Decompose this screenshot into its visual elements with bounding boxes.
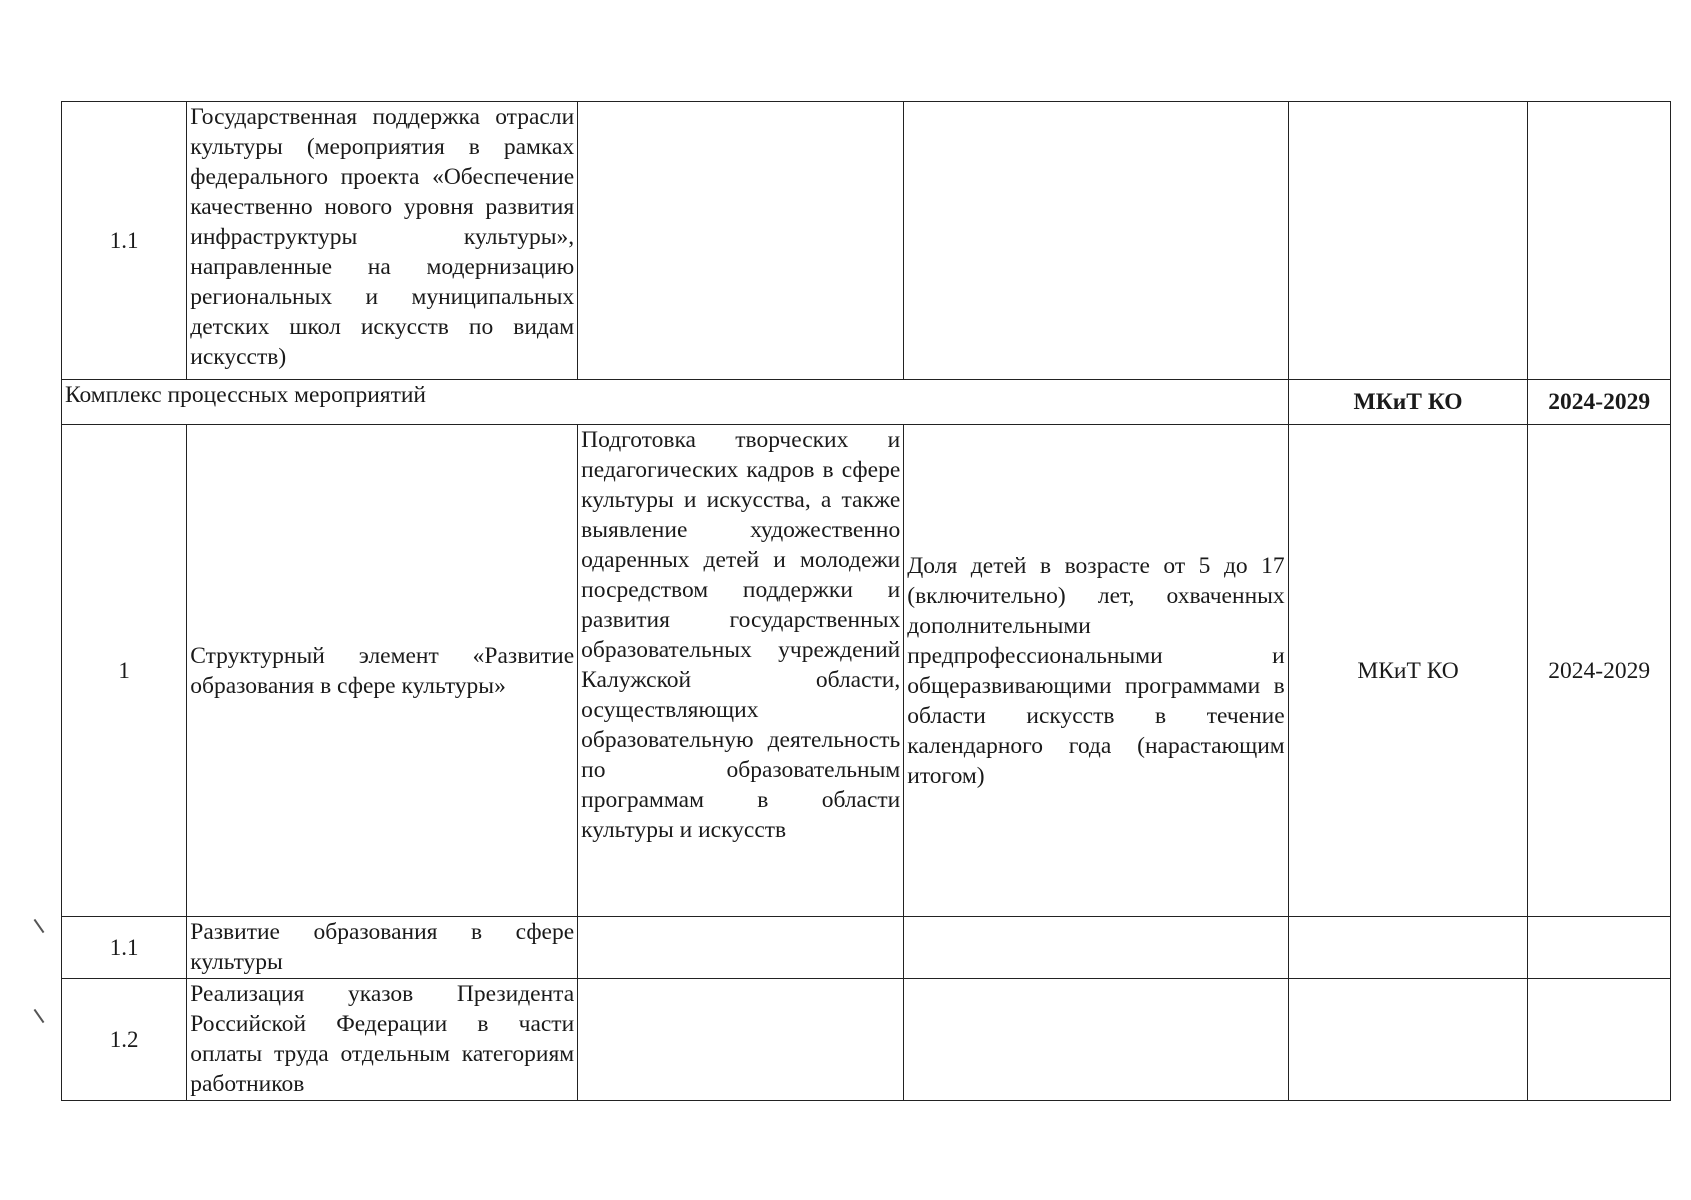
- section-row: [62, 380, 1671, 425]
- indicator-cell: [904, 979, 1288, 1101]
- activity-name: Реализация указов Президента Российской Федерации в части оплаты труда отдельным категориям работников: [187, 979, 578, 1101]
- row-number: 1.1: [62, 102, 187, 380]
- table-row: [62, 917, 1671, 979]
- task-cell: [578, 979, 904, 1101]
- period-cell: [1528, 917, 1671, 979]
- indicator-cell: [904, 917, 1288, 979]
- scan-mark: [34, 919, 45, 933]
- program-activities-table: [61, 101, 1671, 1101]
- period-cell: [1528, 102, 1671, 380]
- responsible-cell: [1288, 979, 1528, 1101]
- table-row: [62, 425, 1671, 917]
- responsible-cell: МКиТ КО: [1288, 380, 1528, 425]
- responsible-cell: [1288, 102, 1528, 380]
- section-title: Комплекс процессных мероприятий: [62, 380, 1289, 425]
- task-cell: [578, 917, 904, 979]
- activity-name: Государственная поддержка отрасли культуры (мероприятия в рамках федерального проекта «Обеспечение качественно нового уровня развития инфраструктуры культуры», направленные на модернизацию региональных и муниципальных детских школ искусств по видам искусств): [187, 102, 578, 380]
- table-row: [62, 102, 1671, 380]
- scan-mark: [34, 1009, 45, 1023]
- indicator-cell: Доля детей в возрасте от 5 до 17 (включительно) лет, охваченных дополнительными предпрофессиональными и общеразвивающими программами в области искусств в течение календарного года (нарастающим итогом): [904, 425, 1288, 917]
- period-cell: 2024-2029: [1528, 380, 1671, 425]
- task-cell: Подготовка творческих и педагогических кадров в сфере культуры и искусства, а также выявление художественно одаренных детей и молодежи посредством поддержки и развития государственных образовательных учреждений Калужской области, осуществляющих образовательную деятельность по образовательным программам в области культуры и искусств: [578, 425, 904, 917]
- row-number: 1.2: [62, 979, 187, 1101]
- period-cell: 2024-2029: [1528, 425, 1671, 917]
- responsible-cell: [1288, 917, 1528, 979]
- table-row: [62, 979, 1671, 1101]
- activity-name: Структурный элемент «Развитие образования в сфере культуры»: [187, 425, 578, 917]
- row-number: 1: [62, 425, 187, 917]
- activity-name: Развитие образования в сфере культуры: [187, 917, 578, 979]
- responsible-cell: МКиТ КО: [1288, 425, 1528, 917]
- task-cell: [578, 102, 904, 380]
- indicator-cell: [904, 102, 1288, 380]
- period-cell: [1528, 979, 1671, 1101]
- row-number: 1.1: [62, 917, 187, 979]
